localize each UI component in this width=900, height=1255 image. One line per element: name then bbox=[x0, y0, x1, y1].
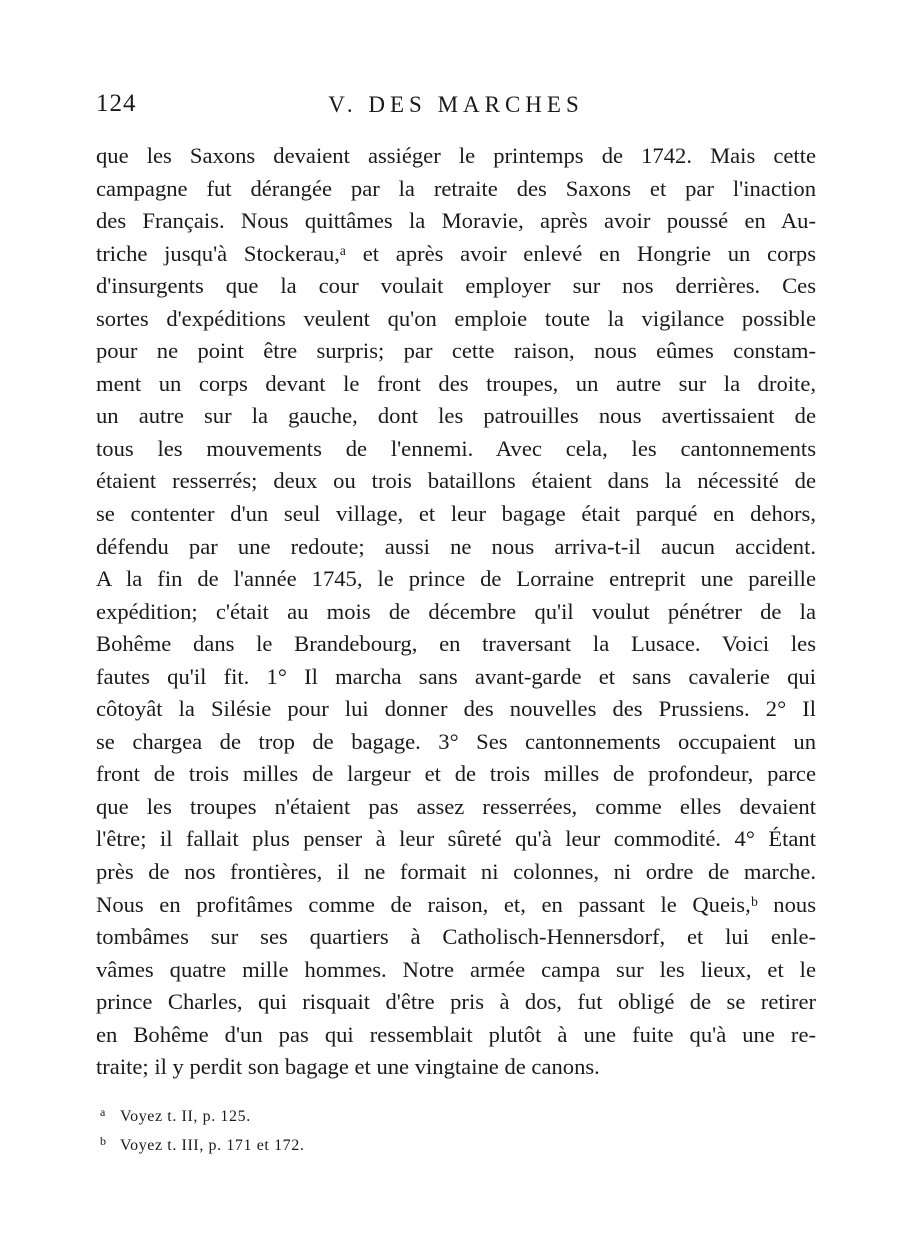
text-line: l'être; il fallait plus penser à leur sûreté qu'à leur commodité. 4° Étant bbox=[96, 826, 816, 852]
text-line: côtoyât la Silésie pour lui donner des nouvelles des Prussiens. 2° Il bbox=[96, 696, 816, 722]
text-line: que les troupes n'étaient pas assez resserrées, comme elles devaient bbox=[96, 793, 816, 819]
running-head: V. DES MARCHES bbox=[328, 92, 584, 117]
text-line: ment un corps devant le front des troupes, un autre sur la droite, bbox=[96, 370, 816, 396]
text-line: traite; il y perdit son bagage et une vingtaine de canons. bbox=[96, 1054, 600, 1080]
footnote-text: Voyez t. III, p. 171 et 172. bbox=[120, 1137, 305, 1154]
text-line: expédition; c'était au mois de décembre qu'il voulut pénétrer de la bbox=[96, 598, 816, 624]
text-line: Bohême dans le Brandebourg, en traversant la Lusace. Voici les bbox=[96, 631, 816, 657]
footnote-b bbox=[100, 1129, 600, 1158]
text-line: défendu par une redoute; aussi ne nous arriva-t-il aucun accident. bbox=[96, 533, 816, 559]
text-line: vâmes quatre mille hommes. Notre armée campa sur les lieux, et le bbox=[96, 956, 816, 982]
text-line: tombâmes sur ses quartiers à Catholisch-Hennersdorf, et lui enle- bbox=[96, 924, 816, 950]
text-line: pour ne point être surpris; par cette raison, nous eûmes constam- bbox=[96, 338, 816, 364]
text-line: front de trois milles de largeur et de trois milles de profondeur, parce bbox=[96, 761, 816, 787]
text-line: près de nos frontières, il ne formait ni colonnes, ni ordre de marche. bbox=[96, 859, 816, 885]
footnote-text: Voyez t. II, p. 125. bbox=[120, 1108, 251, 1125]
text-line: se chargea de trop de bagage. 3° Ses cantonnements occupaient un bbox=[96, 728, 816, 754]
text-line: que les Saxons devaient assiéger le printemps de 1742. Mais cette bbox=[96, 143, 816, 168]
body-text bbox=[96, 140, 816, 1084]
footnotes bbox=[100, 1100, 600, 1158]
text-line: Nous en profitâmes comme de raison, et, en passant le Queis,ᵇ nous bbox=[96, 891, 816, 917]
text-line: sortes d'expéditions veulent qu'on emploie toute la vigilance possible bbox=[96, 305, 816, 331]
text-line: tous les mouvements de l'ennemi. Avec cela, les cantonnements bbox=[96, 435, 816, 461]
text-line: campagne fut dérangée par la retraite des Saxons et par l'inaction bbox=[96, 175, 816, 201]
text-line: d'insurgents que la cour voulait employer sur nos derrières. Ces bbox=[96, 273, 816, 299]
text-line: fautes qu'il fit. 1° Il marcha sans avant-garde et sans cavalerie qui bbox=[96, 663, 816, 689]
text-line: A la fin de l'année 1745, le prince de Lorraine entreprit une pareille bbox=[96, 566, 816, 592]
page-header bbox=[96, 90, 816, 126]
text-line: se contenter d'un seul village, et leur bagage était parqué en dehors, bbox=[96, 501, 816, 527]
text-line: en Bohême d'un pas qui ressemblait plutôt à une fuite qu'à une re- bbox=[96, 1021, 816, 1047]
footnote-marker: a bbox=[100, 1105, 106, 1119]
footnote-marker: b bbox=[100, 1134, 107, 1148]
text-line: triche jusqu'à Stockerau,ᵃ et après avoir enlevé en Hongrie un corps bbox=[96, 240, 816, 266]
text-line: un autre sur la gauche, dont les patrouilles nous avertissaient de bbox=[96, 403, 816, 429]
text-line: étaient resserrés; deux ou trois bataillons étaient dans la nécessité de bbox=[96, 468, 816, 494]
text-line: des Français. Nous quittâmes la Moravie, après avoir poussé en Au- bbox=[96, 208, 816, 234]
footnote-a bbox=[100, 1100, 600, 1129]
page-number: 124 bbox=[96, 90, 137, 117]
text-line: prince Charles, qui risquait d'être pris à dos, fut obligé de se retirer bbox=[96, 989, 816, 1015]
